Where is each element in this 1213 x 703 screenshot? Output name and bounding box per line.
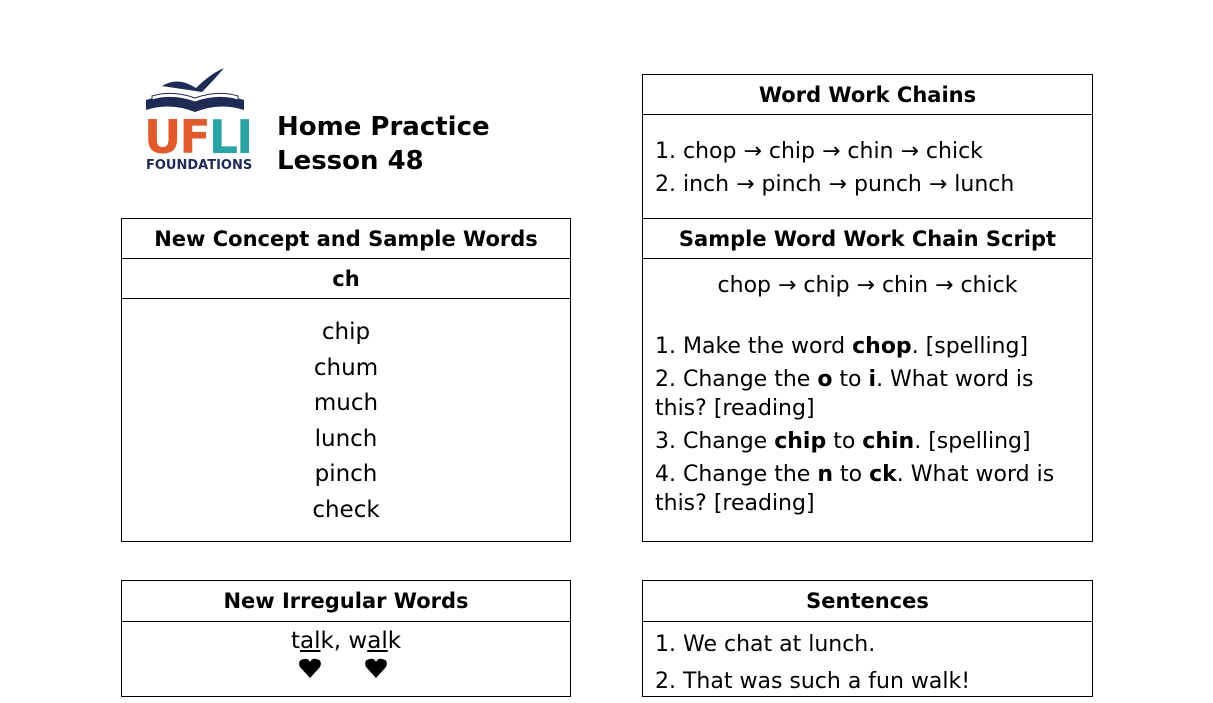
sentences-list xyxy=(643,622,1092,700)
list-item: much xyxy=(313,390,379,416)
list-item: 1. chop → chip → chin → chick xyxy=(655,139,983,164)
list-item: 1. We chat at lunch. xyxy=(655,632,876,657)
chains-title: Word Work Chains xyxy=(643,75,1092,115)
ufli-logo xyxy=(140,66,253,176)
script-box xyxy=(642,218,1093,542)
irregular-words: talk, walk xyxy=(290,628,402,654)
list-item: 2. That was such a fun walk! xyxy=(655,669,971,694)
concept-title: New Concept and Sample Words xyxy=(122,219,570,259)
list-item: chum xyxy=(313,354,379,381)
script-title: Sample Word Work Chain Script xyxy=(643,219,1092,259)
sentences-title: Sentences xyxy=(643,581,1092,622)
irregular-title: New Irregular Words xyxy=(122,581,570,622)
script-steps xyxy=(643,298,1092,518)
concept-box xyxy=(121,218,571,542)
logo-wordmark: UFLI xyxy=(144,110,252,164)
heart-icon xyxy=(364,657,388,679)
title-line-1: Home Practice xyxy=(277,112,490,142)
irregular-word: walk xyxy=(348,628,402,654)
list-item: 4. Change the n to ck. What word is this? [reading] xyxy=(655,462,1055,516)
page-title xyxy=(277,110,490,178)
script-chain: chop → chip → chin → chick xyxy=(717,273,1018,298)
irregular-word: talk xyxy=(290,628,334,654)
sentences-box xyxy=(642,580,1093,697)
book-bird-icon xyxy=(140,66,250,116)
chains-list xyxy=(643,115,1092,201)
logo-subtitle: FOUNDATIONS xyxy=(146,158,253,173)
list-item: 2. Change the o to i. What word is this? [reading] xyxy=(655,367,1034,421)
concept-word-list xyxy=(122,299,570,528)
heart-icon xyxy=(298,657,322,679)
list-item: check xyxy=(312,496,380,523)
irregular-box xyxy=(121,580,571,697)
list-item: 1. Make the word chop. [spelling] xyxy=(655,334,1029,359)
concept-focus: ch xyxy=(122,259,570,299)
chains-box xyxy=(642,74,1093,219)
list-item: pinch xyxy=(314,461,378,487)
title-line-2: Lesson 48 xyxy=(277,146,424,176)
list-item: 2. inch → pinch → punch → lunch xyxy=(655,172,1015,197)
list-item: chip xyxy=(321,319,371,345)
list-item: 3. Change chip to chin. [spelling] xyxy=(655,429,1031,454)
list-item: lunch xyxy=(314,425,378,452)
